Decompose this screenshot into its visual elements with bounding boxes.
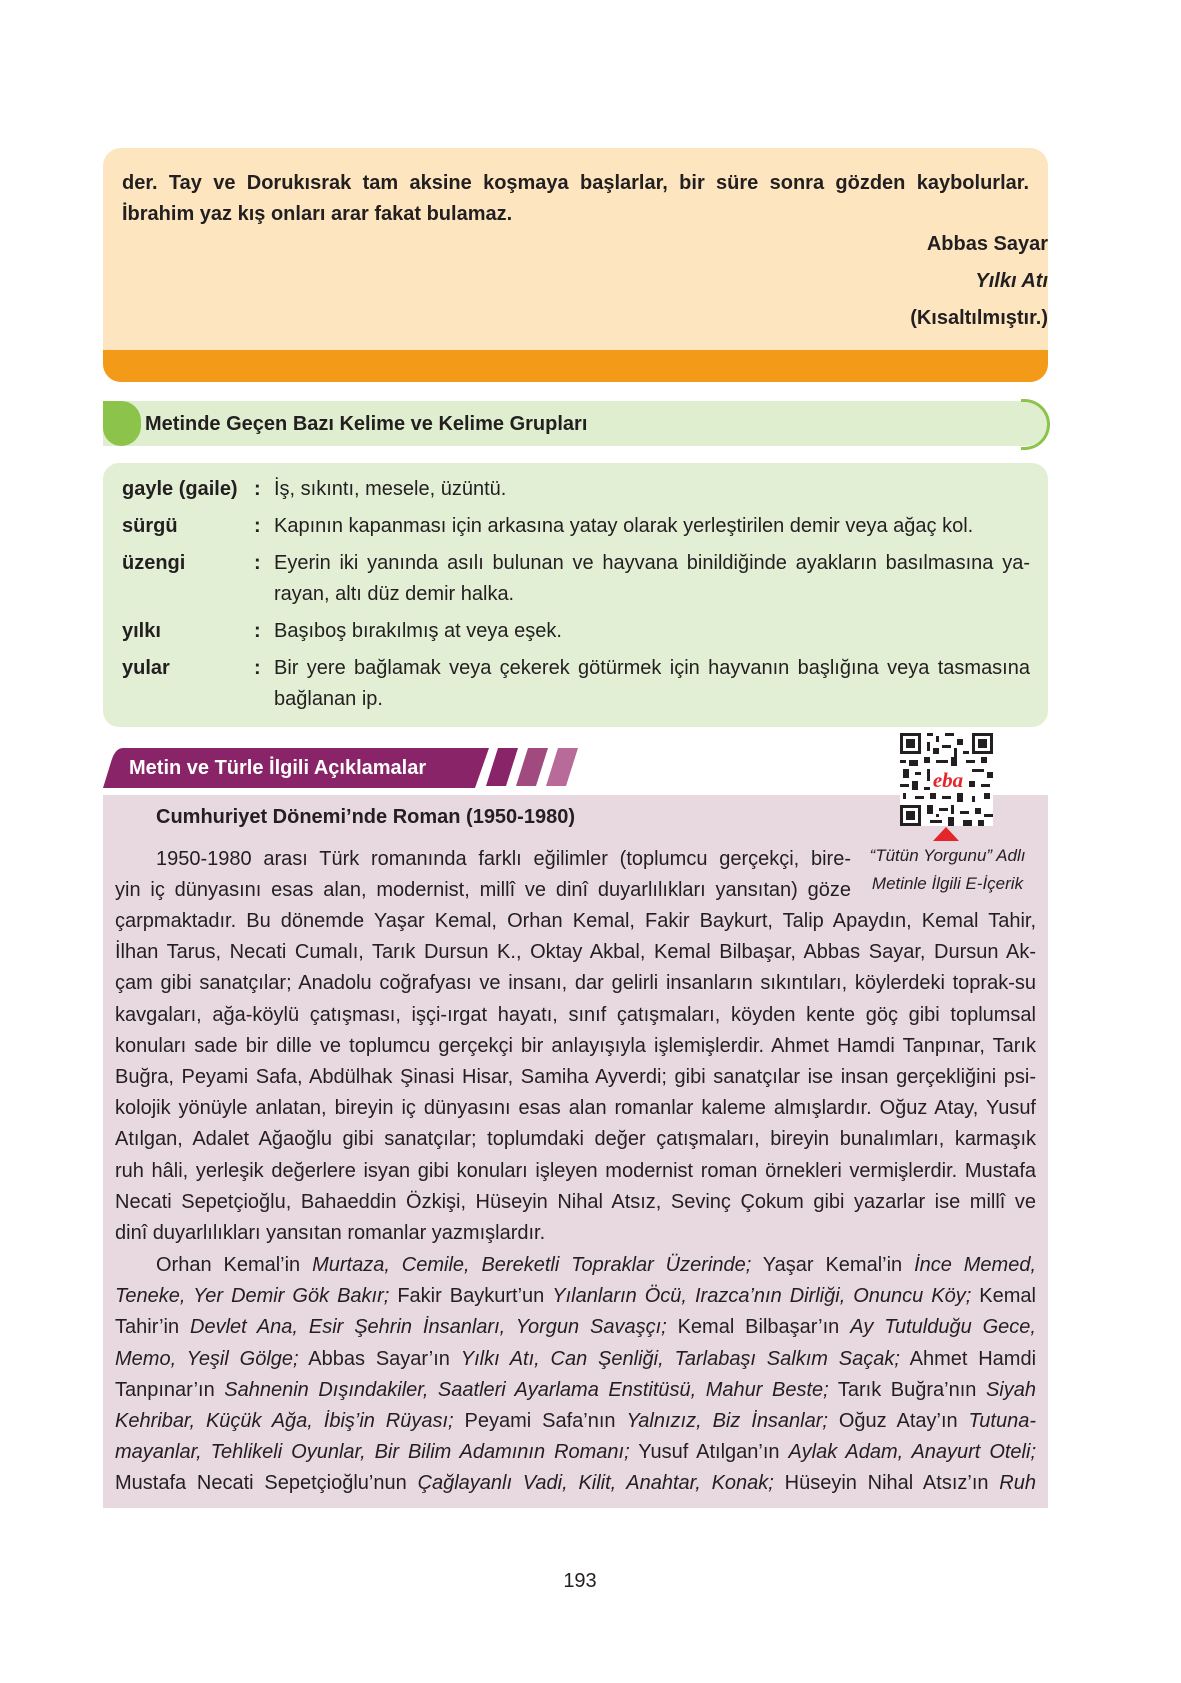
story-line: İbrahim yaz kış onları arar fakat bulamaz. (122, 203, 513, 225)
glossary-colon: : (254, 478, 261, 500)
glossary-colon: : (254, 657, 261, 679)
pointer-triangle-icon (933, 827, 959, 841)
paragraph-line: ruh hâli, yerleşik değerlere isyan gibi konuları işleyen modernist roman örnekleri vermişlerdir. Mustafa (115, 1159, 1036, 1182)
story-bottom-bar (103, 350, 1048, 382)
story-excerpt-box (103, 148, 1048, 382)
eba-logo: eba (932, 768, 964, 792)
glossary-definition: İş, sıkıntı, mesele, üzüntü. (274, 478, 507, 500)
decorative-stripes-icon (484, 748, 584, 786)
paragraph-line: Kehribar, Küçük Ağa, İbiş’in Rüyası; Peyami Safa’nın Yalnızız, Biz İnsanlar; Oğuz Atay’ın Tutuna- (115, 1410, 1036, 1433)
paragraph-line: çarpmaktadır. Bu dönemde Yaşar Kemal, Orhan Kemal, Fakir Baykurt, Talip Apaydın, Kemal Tahir, (115, 910, 1036, 932)
glossary-definition: Eyerin iki yanında asılı bulunan ve hayvana binildiğinde ayakların basılmasına ya- (274, 552, 1030, 574)
glossary-header-leaf-icon (103, 401, 141, 446)
glossary-definition: Kapının kapanması için arkasına yatay olarak yerleştirilen demir veya ağaç kol. (274, 515, 974, 537)
paragraph-2 (115, 1250, 1036, 1500)
glossary-term: yular (122, 657, 170, 679)
explanations-header-tab (103, 748, 489, 788)
explanations-subtitle: Cumhuriyet Dönemi’nde Roman (1950-1980) (156, 806, 575, 828)
paragraph-line: kavgaları, ağa-köylü çatışması, işçi-ırgat hayatı, sınıf çatışmaları, köyden kente göç gibi toplumsal (115, 1003, 1036, 1026)
glossary-definition: Başıboş bırakılmış at veya eşek. (274, 620, 562, 642)
glossary-colon: : (254, 552, 261, 574)
paragraph-line: mayanlar, Tehlikeli Oyunlar, Bir Bilim Adamının Romanı; Yusuf Atılgan’ın Aylak Adam, Anayurt Oteli; (115, 1441, 1036, 1464)
paragraph-line: Memo, Yeşil Gölge; Abbas Sayar’ın Yılkı Atı, Can Şenliği, Tarlabaşı Salkım Saçak; Ahmet Hamdi (115, 1347, 1037, 1370)
paragraph-line: çam gibi sanatçılar; Anadolu coğrafyası ve insanı, dar gelirli insanların sıkıntıları, köylerdeki toprak-su (115, 972, 1036, 995)
qr-caption-line: Metinle İlgili E-İçerik (871, 874, 1024, 893)
paragraph-line: Teneke, Yer Demir Gök Bakır; Fakir Baykurt’un Yılanların Öcü, Irazca’nın Dirliği, Onuncu Köy; Kemal (115, 1285, 1036, 1308)
explanations-box (103, 795, 1048, 1508)
qr-caption-line: “Tütün Yorgunu” Adlı (869, 846, 1026, 865)
glossary-header (103, 401, 1048, 446)
story-text (122, 168, 1029, 230)
explanations-title: Metin ve Türle İlgili Açıklamalar (129, 757, 427, 779)
paragraph-line: Atılgan, Adalet Ağaoğlu gibi sanatçılar; toplumdaki değer çatışmaları, bireyin bunalımları, karmaşık (115, 1128, 1036, 1151)
paragraph-line: Buğra, Peyami Safa, Abdülhak Şinasi Hisar, Samiha Ayverdi; gibi sanatçılar ise insan gerçekliğini psi- (115, 1066, 1036, 1089)
glossary-box (103, 463, 1048, 727)
paragraph-line: dinî duyarlılıkları yansıtan romanlar yazmışlardır. (115, 1222, 546, 1245)
paragraph-line: Necati Sepetçioğlu, Bahaeddin Özkişi, Hüseyin Nihal Atsız, Sevinç Çokum gibi yazarlar ise millî ve (115, 1190, 1036, 1213)
glossary-term: gayle (gaile) (122, 478, 238, 500)
glossary-header-end-cap (1021, 399, 1050, 450)
paragraph-1 (115, 906, 1036, 1249)
paragraph-line: İlhan Tarus, Necati Cumalı, Tarık Dursun K., Oktay Akbal, Kemal Bilbaşar, Abbas Sayar, Dursun Ak- (115, 941, 1036, 964)
paragraph-line: yin iç dünyasını esas alan, modernist, millî ve dinî duyarlılıkları yansıtan) göze (115, 879, 851, 902)
glossary-definition: Bir yere bağlamak veya çekerek götürmek için hayvanın başlığına veya tasmasına (274, 657, 1030, 679)
story-abridged-note: (Kısaltılmıştır.) (910, 307, 1048, 329)
glossary-colon: : (254, 515, 261, 537)
paragraph-line: Mustafa Necati Sepetçioğlu’nun Çağlayanlı Vadi, Kilit, Anahtar, Konak; Hüseyin Nihal Atsız’ın Ruh (115, 1472, 1036, 1495)
glossary-title: Metinde Geçen Bazı Kelime ve Kelime Grupları (145, 413, 588, 435)
paragraph-line: Tahir’in Devlet Ana, Esir Şehrin İnsanları, Yorgun Savaşçı; Kemal Bilbaşar’ın Ay Tutulduğu Gece, (115, 1316, 1036, 1339)
glossary-colon: : (254, 620, 261, 642)
glossary-definition: rayan, altı düz demir halka. (274, 583, 515, 605)
story-line: der. Tay ve Dorukısrak tam aksine koşmaya başlarlar, bir süre sonra gözden kaybolurlar. (122, 172, 1029, 194)
paragraph-line: 1950-1980 arası Türk romanında farklı eğilimler (toplumcu gerçekçi, bire- (156, 848, 851, 870)
story-book-title: Yılkı Atı (975, 270, 1048, 292)
glossary-definition: bağlanan ip. (274, 688, 383, 710)
page-number: 193 (563, 1570, 597, 1592)
glossary-term: sürgü (122, 515, 178, 537)
paragraph-line: Orhan Kemal’in Murtaza, Cemile, Bereketli Topraklar Üzerinde; Yaşar Kemal’in İnce Memed, (156, 1254, 1037, 1276)
qr-code-icon[interactable] (900, 733, 993, 826)
paragraph-line: Tanpınar’ın Sahnenin Dışındakiler, Saatleri Ayarlama Enstitüsü, Mahur Beste; Tarık Buğra’nın Siyah (115, 1378, 1036, 1401)
glossary-term: üzengi (122, 552, 186, 574)
paragraph-line: kolojik yönüyle anlatan, bireyin iç dünyasını esas alan romanlar kaleme almışlardır. Oğuz Atay, Yusuf (115, 1097, 1036, 1120)
paragraph-line: konuları sade bir dille ve toplumcu gerçekçi bir anlayışıyla işlemişlerdir. Ahmet Hamdi Tanpınar, Tarık (115, 1034, 1036, 1057)
story-author: Abbas Sayar (926, 233, 1048, 255)
glossary-term: yılkı (122, 620, 161, 642)
paragraph-1-top (115, 844, 851, 906)
qr-caption (850, 842, 1045, 898)
